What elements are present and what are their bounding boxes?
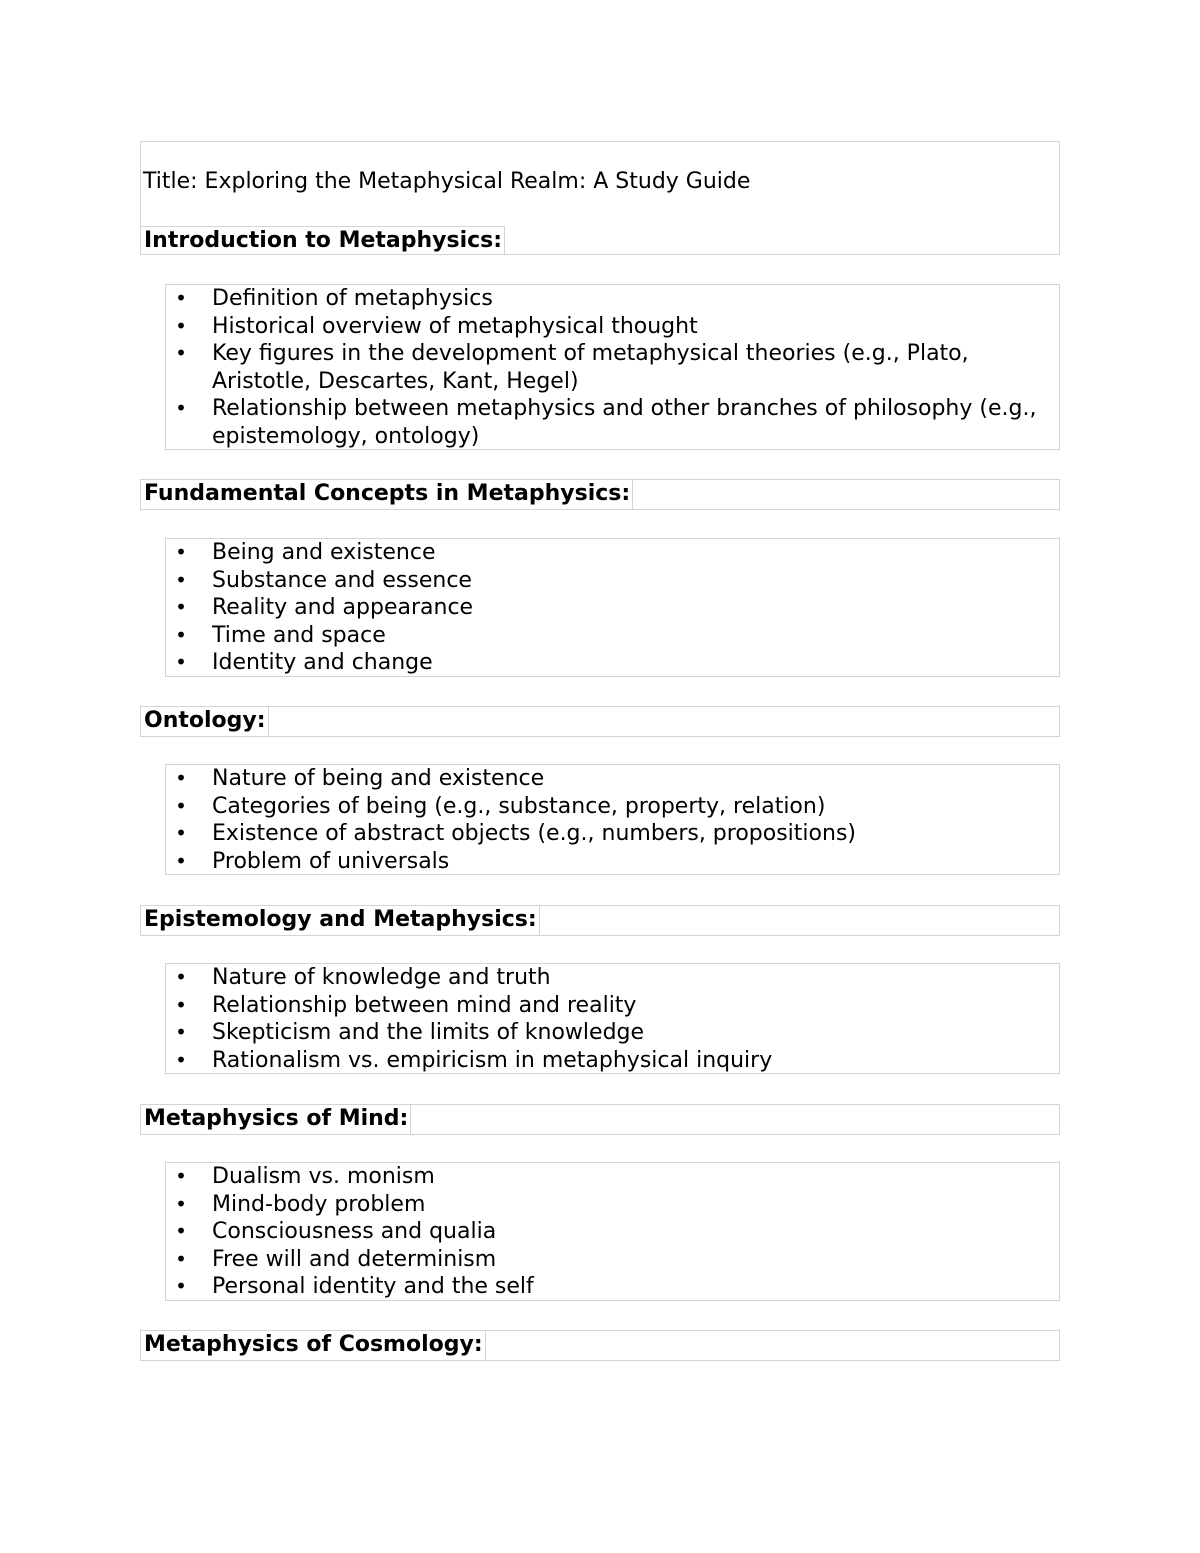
heading-block-mind	[140, 1104, 1060, 1135]
bullet-icon: •	[175, 313, 187, 338]
section-heading-introduction: Introduction to Metaphysics:	[141, 226, 505, 255]
bullet-icon: •	[175, 286, 187, 310]
section-heading-fundamental: Fundamental Concepts in Metaphysics:	[141, 480, 633, 509]
list-item: • Nature of knowledge and truth	[175, 965, 551, 990]
bullet-icon: •	[175, 1047, 187, 1072]
bullet-icon: •	[175, 1020, 187, 1044]
bullet-icon: •	[175, 965, 187, 989]
section-heading-mind: Metaphysics of Mind:	[141, 1105, 411, 1134]
heading-block-fundamental	[140, 479, 1060, 510]
list-ontology	[165, 764, 1060, 875]
list-item: • Substance and essence	[175, 567, 472, 593]
heading-block-epistemology	[140, 905, 1060, 936]
bullet-icon: •	[175, 1219, 187, 1243]
bullet-icon: •	[175, 821, 187, 845]
bullet-icon: •	[175, 622, 187, 647]
list-item: • Reality and appearance	[175, 595, 474, 620]
bullet-icon: •	[175, 766, 187, 790]
list-fundamental	[165, 538, 1060, 677]
list-item: • Problem of universals	[175, 848, 450, 874]
list-item: • Historical overview of metaphysical thought	[175, 313, 698, 339]
bullet-icon: •	[175, 992, 187, 1017]
list-item: • Definition of metaphysics	[175, 286, 493, 311]
list-item: • Consciousness and qualia	[175, 1219, 497, 1244]
bullet-icon: •	[175, 650, 187, 674]
list-epistemology	[165, 963, 1060, 1074]
heading-block-ontology	[140, 706, 1060, 737]
bullet-icon: •	[175, 595, 187, 619]
list-item: • Rationalism vs. empiricism in metaphysical inquiry	[175, 1047, 773, 1073]
bullet-icon: •	[175, 396, 187, 420]
heading-block-cosmology	[140, 1330, 1060, 1361]
list-mind	[165, 1162, 1060, 1301]
list-item: • Skepticism and the limits of knowledge	[175, 1020, 645, 1045]
bullet-icon: •	[175, 793, 187, 818]
list-item: • Relationship between metaphysics and other branches of philosophy (e.g., epistemology, ontology)	[175, 396, 1037, 449]
bullet-icon: •	[175, 1274, 187, 1298]
bullet-icon: •	[175, 540, 187, 564]
section-heading-cosmology: Metaphysics of Cosmology:	[141, 1331, 486, 1360]
list-introduction	[165, 284, 1060, 450]
title-block	[140, 141, 1060, 255]
bullet-icon: •	[175, 567, 187, 592]
list-item: • Nature of being and existence	[175, 766, 545, 791]
bullet-icon: •	[175, 848, 187, 873]
list-item: • Categories of being (e.g., substance, property, relation)	[175, 793, 826, 819]
list-item: • Relationship between mind and reality	[175, 992, 637, 1018]
bullet-icon: •	[175, 341, 187, 365]
list-item: • Mind-body problem	[175, 1191, 426, 1217]
bullet-icon: •	[175, 1246, 187, 1271]
bullet-icon: •	[175, 1191, 187, 1216]
list-item: • Key figures in the development of metaphysical theories (e.g., Plato, Aristotle, Descartes, Kant, Hegel)	[175, 341, 969, 394]
list-item: • Personal identity and the self	[175, 1274, 534, 1299]
list-item: • Time and space	[175, 622, 386, 648]
bullet-icon: •	[175, 1164, 187, 1188]
list-item: • Existence of abstract objects (e.g., numbers, propositions)	[175, 821, 856, 846]
list-item: • Being and existence	[175, 540, 436, 565]
section-heading-epistemology: Epistemology and Metaphysics:	[141, 906, 540, 935]
list-item: • Dualism vs. monism	[175, 1164, 435, 1189]
section-heading-ontology: Ontology:	[141, 707, 269, 736]
document-title: Title: Exploring the Metaphysical Realm: A Study Guide	[143, 169, 751, 194]
list-item: • Identity and change	[175, 650, 433, 675]
list-item: • Free will and determinism	[175, 1246, 497, 1272]
